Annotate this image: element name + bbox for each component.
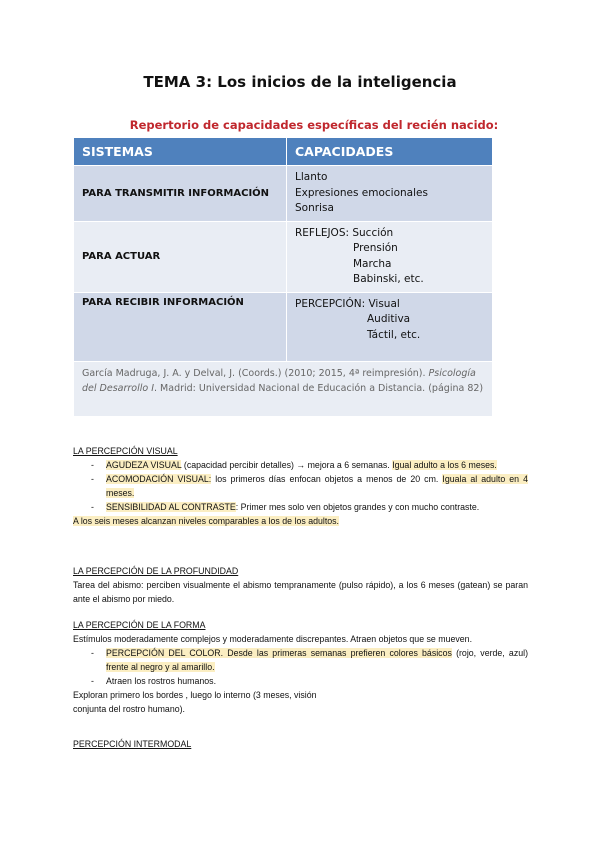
capacities-table	[74, 138, 493, 416]
table-row	[74, 221, 493, 292]
table-header-row	[74, 138, 493, 166]
row-capacities	[287, 166, 493, 222]
section-heading: LA PERCEPCIÓN DE LA PROFUNDIDAD	[73, 566, 239, 576]
highlight-text: Iguala al adulto en 4 meses.	[106, 474, 528, 498]
capacity-item: Auditiva	[367, 313, 411, 325]
section-profundidad	[73, 564, 528, 606]
citation	[74, 361, 493, 416]
term-highlight: ACOMODACIÓN VISUAL:	[106, 474, 212, 484]
term-highlight: AGUDEZA VISUAL	[106, 460, 182, 470]
bullet-text: (capacidad percibir detalles) → mejora a 6 semanas.	[181, 460, 393, 470]
citation-row	[74, 361, 493, 416]
citation-book-title: Psicología del Desarrollo I	[82, 367, 476, 394]
capacity-item: Expresiones emocionales	[295, 186, 428, 199]
capacity-item: Marcha	[353, 257, 392, 270]
bullet-agudeza	[73, 458, 528, 472]
capacity-item: Táctil, etc.	[367, 328, 421, 341]
header-sistemas: SISTEMAS	[74, 138, 287, 166]
section-heading: LA PERCEPCIÓN VISUAL	[73, 446, 178, 456]
row-capacities	[287, 292, 493, 361]
bullet-text: los primeros días enfocan objetos a menos de 20 cm.	[211, 474, 443, 484]
highlight-text: frente al negro y al amarillo.	[106, 662, 215, 672]
paragraph-line: Exploran primero los bordes , luego lo interno (3 meses, visión	[73, 690, 317, 700]
paragraph: Estímulos moderadamente complejos y moderadamente discrepantes. Atraen objetos que se mueven.	[73, 634, 473, 644]
table-row	[74, 166, 493, 222]
capacity-item: REFLEJOS: Succión	[295, 226, 394, 239]
capacity-item: Sonrisa	[295, 202, 334, 214]
bullet-contraste	[73, 500, 528, 514]
section-intermodal	[73, 737, 528, 751]
section-forma	[73, 618, 528, 716]
capacity-item: Babinski, etc.	[353, 273, 424, 285]
bullet-acomodacion	[73, 472, 528, 500]
summary-highlight: A los seis meses alcanzan niveles comparables a los de los adultos.	[73, 516, 340, 526]
section-heading: PERCEPCIÓN INTERMODAL	[73, 739, 192, 749]
term-highlight: SENSIBILIDAD AL CONTRASTE	[106, 502, 236, 512]
bullet-list	[73, 458, 528, 514]
row-system-label: PARA RECIBIR INFORMACIÓN	[74, 292, 287, 361]
bullet-color	[73, 646, 528, 674]
row-capacities	[287, 221, 493, 292]
bullet-text: Atraen los rostros humanos.	[106, 676, 217, 686]
page-title: TEMA 3: Los inicios de la inteligencia	[143, 73, 457, 91]
bullet-rostros	[73, 674, 528, 688]
highlight-text: Igual adulto a los 6 meses.	[392, 460, 497, 470]
bullet-text: : Primer mes solo ven objetos grandes y con mucho contraste.	[235, 502, 480, 512]
summary-line	[73, 514, 528, 528]
paragraph-line: conjunta del rostro humano).	[73, 704, 185, 714]
section-percepcion-visual	[73, 444, 528, 528]
table-caption: Repertorio de capacidades específicas del recién nacido:	[129, 118, 499, 132]
capacity-item: PERCEPCIÓN: Visual	[295, 297, 400, 310]
paragraph: Tarea del abismo: perciben visualmente el abismo tempranamente (pulso rápido), a los 6 meses (gatean) se paran ante el abismo por miedo.	[73, 580, 528, 604]
table-row	[74, 292, 493, 361]
term-highlight: PERCEPCIÓN DEL COLOR. Desde las primeras semanas prefieren colores básicos	[106, 648, 452, 658]
citation-publisher: . Madrid: Universidad Nacional de Educación a Distancia. (página 82)	[154, 382, 484, 394]
bullet-text: (rojo, verde, azul)	[451, 648, 529, 658]
bullet-list	[73, 646, 528, 688]
row-system-label: PARA ACTUAR	[74, 221, 287, 292]
citation-authors: García Madruga, J. A. y Delval, J. (Coords.) (2010; 2015, 4ª reimpresión).	[82, 367, 429, 379]
capacity-item: Llanto	[295, 171, 328, 183]
section-heading: LA PERCEPCIÓN DE LA FORMA	[73, 620, 206, 630]
header-capacidades: CAPACIDADES	[287, 138, 493, 166]
row-system-label: PARA TRANSMITIR INFORMACIÓN	[74, 166, 287, 222]
capacity-item: Prensión	[353, 242, 398, 254]
